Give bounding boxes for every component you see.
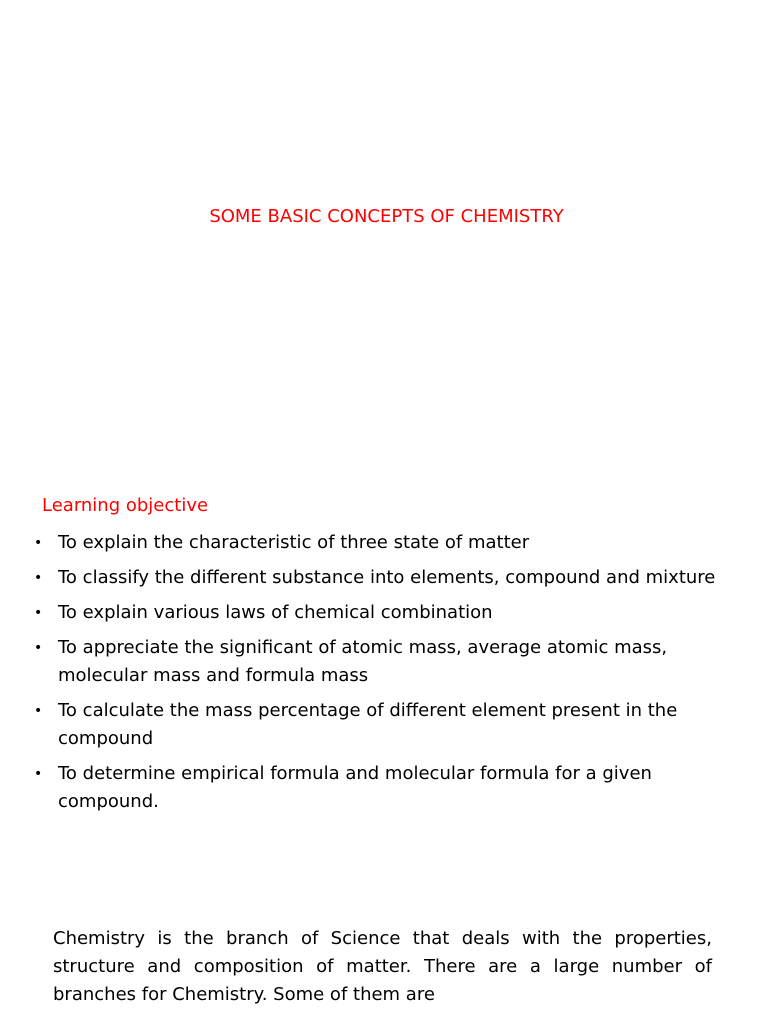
list-item-text: To calculate the mass percentage of different element present in the compound bbox=[58, 700, 678, 749]
intro-paragraph: Chemistry is the branch of Science that deals with the properties, structure and composition of matter. There are a large number of branches for Chemistry. Some of them are bbox=[53, 928, 712, 1005]
list-item-text: To determine empirical formula and molecular formula for a given compound. bbox=[58, 763, 652, 812]
list-item-text: To classify the different substance into elements, compound and mixture bbox=[58, 567, 716, 588]
page-title: SOME BASIC CONCEPTS OF CHEMISTRY bbox=[209, 206, 564, 227]
bullet-icon: • bbox=[34, 535, 43, 551]
bullet-icon: • bbox=[34, 570, 43, 586]
list-item bbox=[34, 599, 734, 627]
list-item bbox=[34, 760, 734, 816]
list-item-text: To explain various laws of chemical combination bbox=[58, 602, 493, 623]
learning-objective-list bbox=[34, 529, 734, 823]
bullet-icon: • bbox=[34, 640, 43, 656]
bullet-icon: • bbox=[34, 605, 43, 621]
list-item-text: To appreciate the significant of atomic mass, average atomic mass, molecular mass and formula mass bbox=[58, 637, 668, 686]
list-item bbox=[34, 634, 734, 690]
bullet-icon: • bbox=[34, 703, 43, 719]
list-item bbox=[34, 529, 734, 557]
list-item bbox=[34, 697, 734, 753]
list-item bbox=[34, 564, 734, 592]
list-item-text: To explain the characteristic of three state of matter bbox=[58, 532, 530, 553]
bullet-icon: • bbox=[34, 766, 43, 782]
learning-objective-heading: Learning objective bbox=[42, 495, 209, 516]
